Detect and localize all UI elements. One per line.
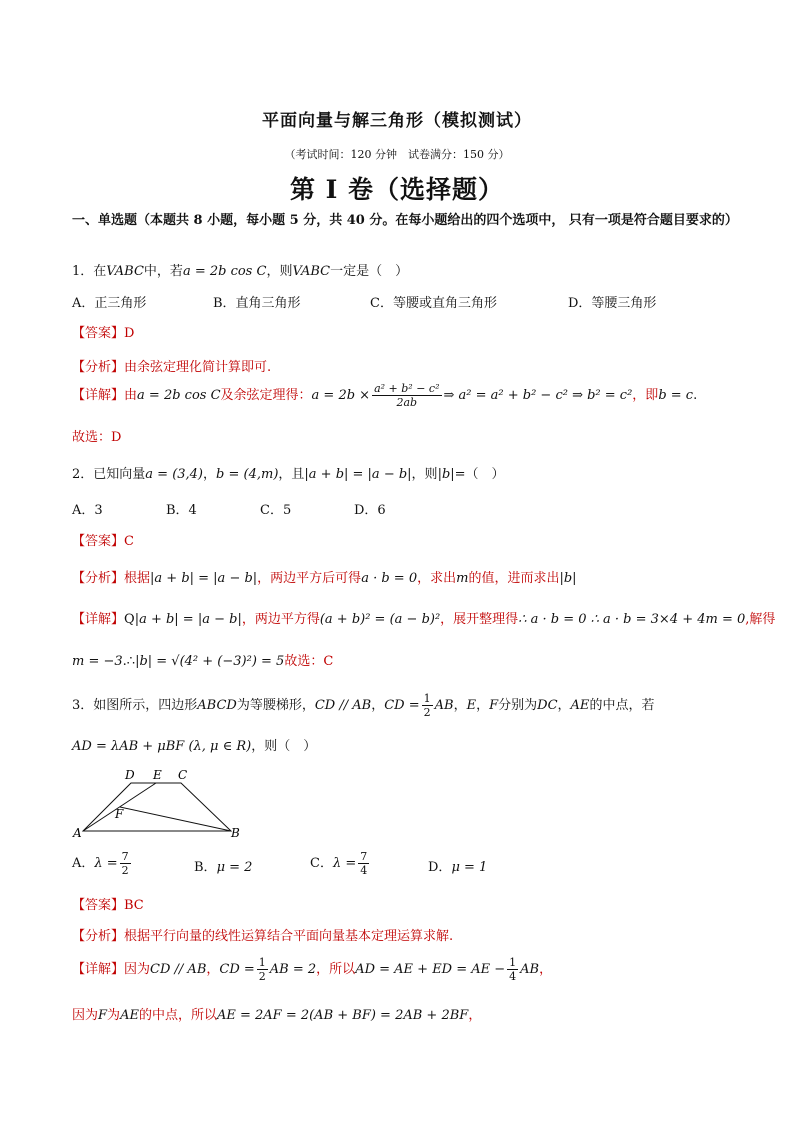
section-heading: 一、单选题（本题共 8 小题，每小题 5 分，共 40 分。在每小题给出的四个选项中， 只有一项是符合题目要求的） — [72, 213, 738, 228]
label-a: A — [73, 826, 82, 840]
q2-analysis: 【分析】根据|a + b| = |a − b|，两边平方后可得a · b = 0，求出m的值，进而求出|b| — [72, 571, 577, 586]
q2-stem: 2．已知向量a = (3,4)，b = (4,m)，且|a + b| = |a − b|，则|b|=（ ） — [72, 467, 505, 482]
q3-option-b: B．μ = 2 — [194, 860, 253, 875]
trapezoid-outline — [83, 783, 231, 831]
q2-detail: 【详解】Q|a + b| = |a − b|，两边平方得(a + b)² = (a − b)²，展开整理得∴ a · b = 0 ∴ a · b = 3×4 + 4m = 0,解得 — [72, 612, 776, 627]
q2-option-b: B．4 — [166, 503, 197, 518]
q1-option-d: D．等腰三角形 — [568, 296, 657, 311]
q3-stem: 3．如图所示，四边形ABCD为等腰梯形，CD // AB，CD = $\frac{1}{2}$ AB，E，F分别为DC，AE的中点，若 — [72, 692, 655, 719]
q1-stem: 1．在VABC中，若a = 2b cos C，则VABC一定是（ ） — [72, 264, 409, 279]
label-e: E — [153, 768, 162, 782]
q3-option-d: D．μ = 1 — [428, 860, 488, 875]
page-title: 平面向量与解三角形（模拟测试） — [262, 111, 532, 131]
q1-analysis: 【分析】由余弦定理化简计算即可. — [72, 360, 272, 375]
q3-detail: 【详解】因为CD // AB，CD = $\frac{1}{2}$ AB = 2，所以AD = AE + ED = AE − $\frac{1}{4}$ AB， — [72, 956, 553, 983]
q3-option-c-fraction: $\frac{7}{4}$ — [360, 850, 368, 877]
volume-heading: 第 I 卷（选择题） — [289, 175, 505, 204]
q1-fraction: $\frac{\text{a² + b² − c²}}{2ab}$ — [374, 382, 440, 409]
q1-option-c: C．等腰或直角三角形 — [370, 296, 497, 311]
q1-answer: 【答案】D — [72, 326, 135, 341]
q3-stem-line2: AD = λAB + μBF (λ, μ ∈ R)，则（ ） — [72, 739, 317, 754]
q1-detail: 【详解】由a = 2b cos C及余弦定理得：a = 2b × $\frac{\text{a² + b² − c²}}{2ab}$ ⇒ a² = a² + b² − c² ⇒ b² = c²，即b = c. — [72, 382, 698, 409]
segment-bf — [120, 807, 231, 831]
trapezoid-figure — [70, 764, 250, 842]
q2-detail-cont: m = −3.∴|b| = √(4² + (−3)²) = 5故选：C — [72, 654, 334, 669]
exam-info: （考试时间：120 分钟 试卷满分：150 分） — [284, 148, 510, 161]
q2-option-a: A．3 — [72, 503, 103, 518]
q1-option-a: A．正三角形 — [72, 296, 147, 311]
label-f: F — [115, 807, 124, 821]
label-d: D — [125, 768, 135, 782]
q2-option-c: C．5 — [260, 503, 292, 518]
label-b: B — [231, 826, 240, 840]
q3-option-c: C．λ = $\frac{7}{4}$ — [310, 850, 368, 877]
q2-option-d: D．6 — [354, 503, 386, 518]
q3-option-a: A．λ = $\frac{7}{2}$ — [72, 850, 129, 877]
q3-detail-fraction-1: $\frac{1}{2}$ — [258, 956, 266, 983]
q3-stem-fraction: $\frac{1}{2}$ — [423, 692, 431, 719]
q3-detail-fraction-2: $\frac{1}{4}$ — [509, 956, 517, 983]
q1-option-b: B．直角三角形 — [213, 296, 301, 311]
label-c: C — [178, 768, 188, 782]
q3-answer: 【答案】BC — [72, 898, 144, 913]
q3-option-a-fraction: $\frac{7}{2}$ — [121, 850, 129, 877]
q1-conclusion: 故选：D — [72, 430, 122, 445]
q2-answer: 【答案】C — [72, 534, 134, 549]
q3-analysis: 【分析】根据平行向量的线性运算结合平面向量基本定理运算求解. — [72, 929, 454, 944]
q3-detail-line2: 因为F为AE的中点，所以AE = 2AF = 2(AB + BF) = 2AB + 2BF， — [72, 1008, 482, 1023]
